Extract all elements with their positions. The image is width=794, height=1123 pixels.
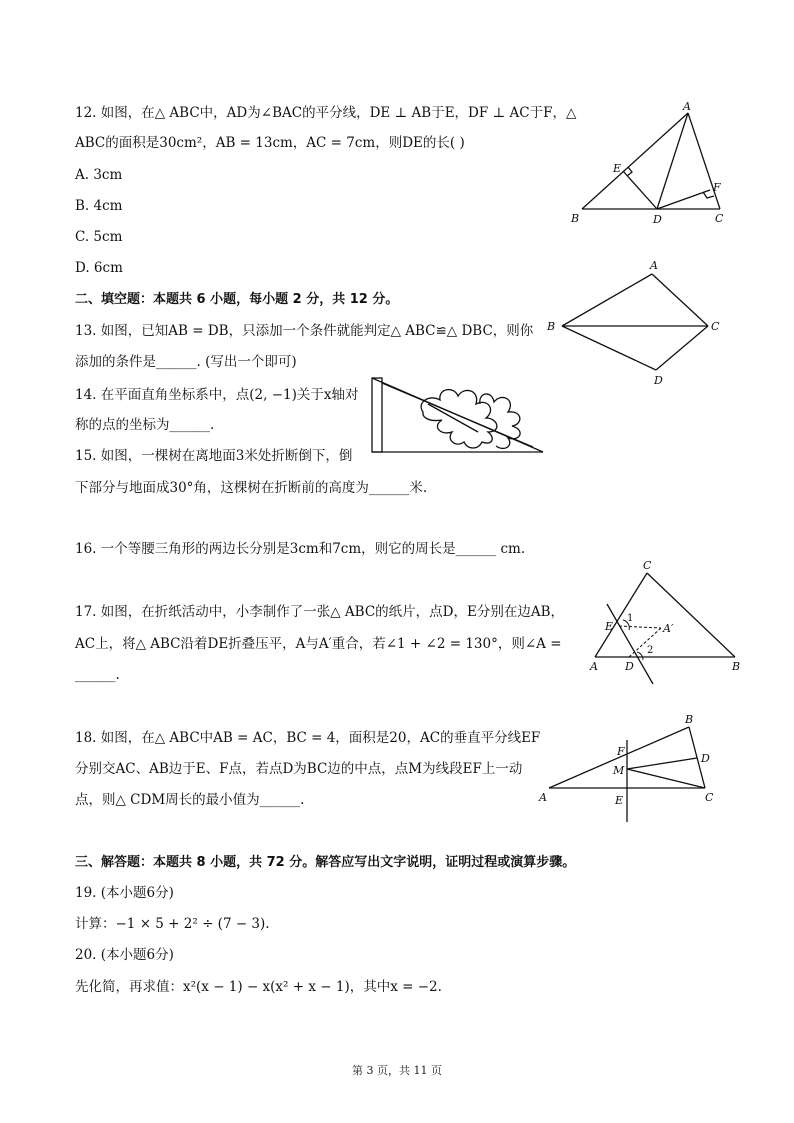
q18-line2: 分别交AC、AB边于E、F点，若点D为BC边的中点，点M为线段EF上一动	[75, 761, 523, 777]
q12-label-b: B	[571, 212, 580, 225]
q13-side-bd	[562, 326, 656, 370]
q14-line1: 14. 在平面直角坐标系中，点(2, −1)关于x轴对	[75, 387, 359, 403]
q19-body: 计算：−1 × 5 + 2² ÷ (7 − 3).	[75, 916, 270, 932]
q17-label-b: B	[732, 660, 741, 673]
q17-line2: AC上，将△ ABC沿着DE折叠压平，A与A′重合，若∠1 + ∠2 = 130°，则∠A =	[75, 636, 562, 652]
q15-fallen-part-inner	[382, 383, 533, 447]
q12-option-c: C. 5cm	[75, 229, 123, 245]
q13-figure	[540, 258, 725, 390]
q17-label-a-prime: A′	[663, 622, 674, 635]
q13-side-dc	[656, 326, 708, 370]
q15-foliage-right	[480, 394, 520, 448]
q12-perp-de	[623, 171, 657, 209]
q15-foliage-left	[421, 390, 497, 448]
q14-line2: 称的点的坐标为______.	[75, 417, 215, 433]
q15-line2: 下部分与地面成30°角，这棵树在折断前的高度为______米.	[75, 480, 428, 496]
q17-side-ac	[595, 573, 647, 657]
q13-label-b: B	[547, 320, 556, 333]
q17-label-e: E	[605, 620, 614, 633]
q12-figure	[565, 98, 735, 233]
q18-line3: 点，则△ CDM周长的最小值为______.	[75, 792, 305, 808]
q12-option-a: A. 3cm	[75, 167, 123, 183]
q13-side-ac	[652, 274, 708, 326]
q12-label-f: F	[713, 181, 721, 194]
q19-title: 19. (本小题6分)	[75, 885, 174, 901]
q18-label-b: B	[685, 713, 694, 726]
q18-label-c: C	[705, 791, 714, 804]
q17-label-angle-1: 1	[627, 613, 634, 624]
q12-option-b: B. 4cm	[75, 198, 123, 214]
section2-heading: 二、填空题：本题共 6 小题，每小题 2 分，共 12 分。	[75, 292, 399, 307]
q15-trunk	[372, 378, 382, 452]
q13-line1: 13. 如图，已知AB = DB，只添加一个条件就能判定△ ABC≌△ DBC，则你	[75, 323, 534, 339]
q17-label-c: C	[643, 559, 652, 572]
q17-line1: 17. 如图，在折纸活动中，小李制作了一张△ ABC的纸片，点D，E分别在边AB，	[75, 604, 565, 620]
q15-branch	[428, 404, 478, 432]
q13-line2: 添加的条件是______. (写出一个即可)	[75, 354, 297, 370]
q17-label-a: A	[590, 660, 598, 673]
q18-line1: 18. 如图，在△ ABC中AB = AC，BC = 4，面积是20，AC的垂直平分线EF	[75, 730, 541, 746]
q20-title: 20. (本小题6分)	[75, 947, 174, 963]
q12-label-a: A	[683, 100, 691, 113]
q17-side-cb	[647, 573, 735, 657]
section3-heading: 三、解答题：本题共 8 小题，共 72 分。解答应写出文字说明，证明过程或演算步骤。	[75, 855, 576, 870]
q18-segment-md	[627, 758, 697, 769]
q12-perp-df	[657, 190, 710, 209]
q17-figure	[585, 558, 750, 690]
q17-line3: ______.	[75, 667, 120, 683]
q12-line1: 12. 如图，在△ ABC中，AD为∠BAC的平分线，DE ⊥ AB于E，DF ⊥ AC于F，△	[75, 105, 577, 121]
page-footer: 第 3 页，共 11 页	[352, 1064, 442, 1077]
q13-label-d: D	[654, 374, 663, 387]
q18-label-d: D	[701, 752, 710, 765]
q20-body: 先化简，再求值：x²(x − 1) − x(x² + x − 1)，其中x = −2.	[75, 979, 442, 995]
q15-tree-figure	[368, 374, 548, 458]
q18-label-m: M	[613, 764, 625, 777]
q13-label-c: C	[711, 320, 720, 333]
q18-label-e: E	[615, 794, 624, 807]
q12-label-e: E	[613, 162, 622, 175]
q12-line2: ABC的面积是30cm²，AB = 13cm，AC = 7cm，则DE的长( )	[75, 135, 465, 151]
q12-option-d: D. 6cm	[75, 260, 123, 276]
q12-label-d: D	[653, 213, 662, 226]
q13-label-a: A	[650, 259, 658, 272]
q12-label-c: C	[715, 212, 724, 225]
q15-line1: 15. 如图，一棵树在离地面3米处折断倒下，倒	[75, 448, 353, 464]
q17-label-d: D	[625, 660, 634, 673]
q17-dashed-ea	[619, 626, 661, 628]
q18-label-a: A	[539, 791, 547, 804]
q17-dashed-da	[629, 628, 661, 657]
q18-segment-mc	[627, 769, 705, 788]
q16-line1: 16. 一个等腰三角形的两边长分别是3cm和7cm，则它的周长是______ cm.	[75, 541, 526, 557]
q13-side-ba	[562, 274, 652, 326]
q18-label-f: F	[617, 745, 625, 758]
q17-label-angle-2: 2	[647, 645, 654, 656]
q18-figure	[535, 712, 735, 824]
